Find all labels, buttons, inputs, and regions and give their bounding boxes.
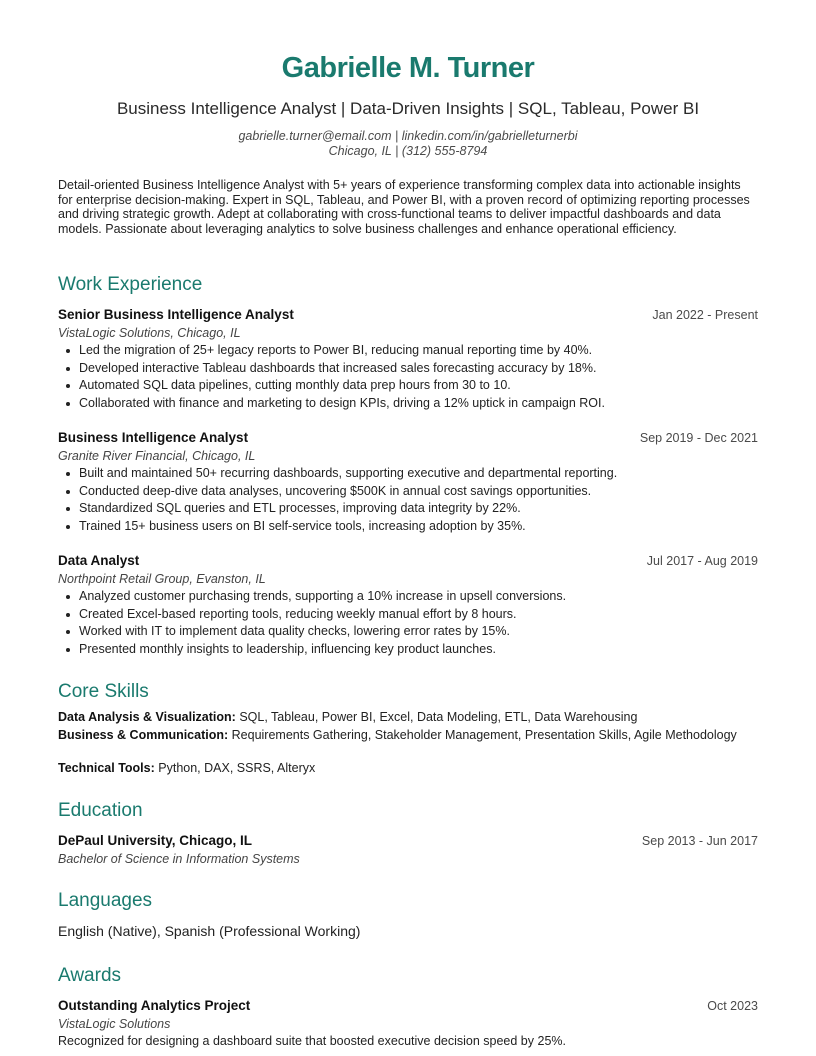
degree: Bachelor of Science in Information Systems [58,852,300,866]
award-entry [58,998,758,1049]
job-entry [58,553,758,658]
contact-email-linkedin: gabrielle.turner@email.com | linkedin.com/in/gabrielleturnerbi [238,129,578,143]
professional-tagline: Business Intelligence Analyst | Data-Driven Insights | SQL, Tableau, Power BI [116,99,700,118]
section-title-core-skills: Core Skills [58,681,149,702]
education-entry [58,833,758,868]
education-dates: Sep 2013 - Jun 2017 [641,834,758,848]
job-organization: Granite River Financial, Chicago, IL [58,449,256,463]
languages-list: English (Native), Spanish (Professional Working) [58,923,361,939]
award-organization: VistaLogic Solutions [58,1017,171,1031]
section-title-awards: Awards [58,965,122,986]
skill-line [58,710,758,725]
section-title-languages: Languages [58,890,153,911]
job-title: Business Intelligence Analyst [58,430,249,445]
job-entry [58,430,758,535]
school-name: DePaul University, Chicago, IL [58,833,253,848]
list-item: Analyzed customer purchasing trends, supporting a 10% increase in upsell conversions. [58,588,758,606]
professional-summary: Detail-oriented Business Intelligence Analyst with 5+ years of experience transforming complex data into actionable insights for enterprise decision-making. Expert in SQL, Tableau, and Power BI, with a proven record of optimizing reporting processes and driving strategic growth. Adept at collaborating with cross-functional teams to deliver impactful dashboards and data models. Passionate about leveraging analytics to solve business challenges and enhance operational efficiency. [58,178,750,236]
contact-location-phone: Chicago, IL | (312) 555-8794 [328,144,488,158]
list-item: Developed interactive Tableau dashboards that increased sales forecasting accuracy by 18%. [58,360,758,378]
list-item: Presented monthly insights to leadership, influencing key product launches. [58,641,758,659]
job-dates: Jul 2017 - Aug 2019 [646,554,758,568]
candidate-name: Gabrielle M. Turner [281,52,535,84]
job-organization: VistaLogic Solutions, Chicago, IL [58,326,241,340]
list-item: Worked with IT to implement data quality checks, lowering error rates by 15%. [58,623,758,641]
skill-line [58,728,758,743]
job-dates: Jan 2022 - Present [652,308,758,322]
skill-value: Python, DAX, SSRS, Alteryx [154,761,316,775]
job-bullets [58,588,758,658]
skill-line [58,761,758,776]
list-item: Led the migration of 25+ legacy reports to Power BI, reducing manual reporting time by 40%. [58,342,758,360]
list-item: Standardized SQL queries and ETL processes, improving data integrity by 22%. [58,500,758,518]
list-item: Collaborated with finance and marketing to design KPIs, driving a 12% uptick in campaign ROI. [58,395,758,413]
list-item: Created Excel-based reporting tools, reducing weekly manual effort by 8 hours. [58,606,758,624]
list-item: Trained 15+ business users on BI self-service tools, increasing adoption by 35%. [58,518,758,536]
award-description: Recognized for designing a dashboard suite that boosted executive decision speed by 25%. [58,1034,566,1048]
skill-label: Business & Communication: [58,728,229,742]
skill-label: Data Analysis & Visualization: [58,710,236,724]
list-item: Built and maintained 50+ recurring dashboards, supporting executive and departmental reporting. [58,465,758,483]
job-title: Data Analyst [58,553,140,568]
skill-value: SQL, Tableau, Power BI, Excel, Data Modeling, ETL, Data Warehousing [235,710,638,724]
skill-value: Requirements Gathering, Stakeholder Management, Presentation Skills, Agile Methodology [228,728,737,742]
job-title: Senior Business Intelligence Analyst [58,307,294,322]
section-title-education: Education [58,800,143,821]
job-bullets [58,342,758,412]
job-dates: Sep 2019 - Dec 2021 [639,431,758,445]
award-date: Oct 2023 [707,999,758,1013]
section-title-work-experience: Work Experience [58,274,203,295]
award-title: Outstanding Analytics Project [58,998,251,1013]
list-item: Conducted deep-dive data analyses, uncovering $500K in annual cost savings opportunities. [58,483,758,501]
list-item: Automated SQL data pipelines, cutting monthly data prep hours from 30 to 10. [58,377,758,395]
job-organization: Northpoint Retail Group, Evanston, IL [58,572,266,586]
skill-label: Technical Tools: [58,761,155,775]
job-bullets [58,465,758,535]
job-entry [58,307,758,412]
